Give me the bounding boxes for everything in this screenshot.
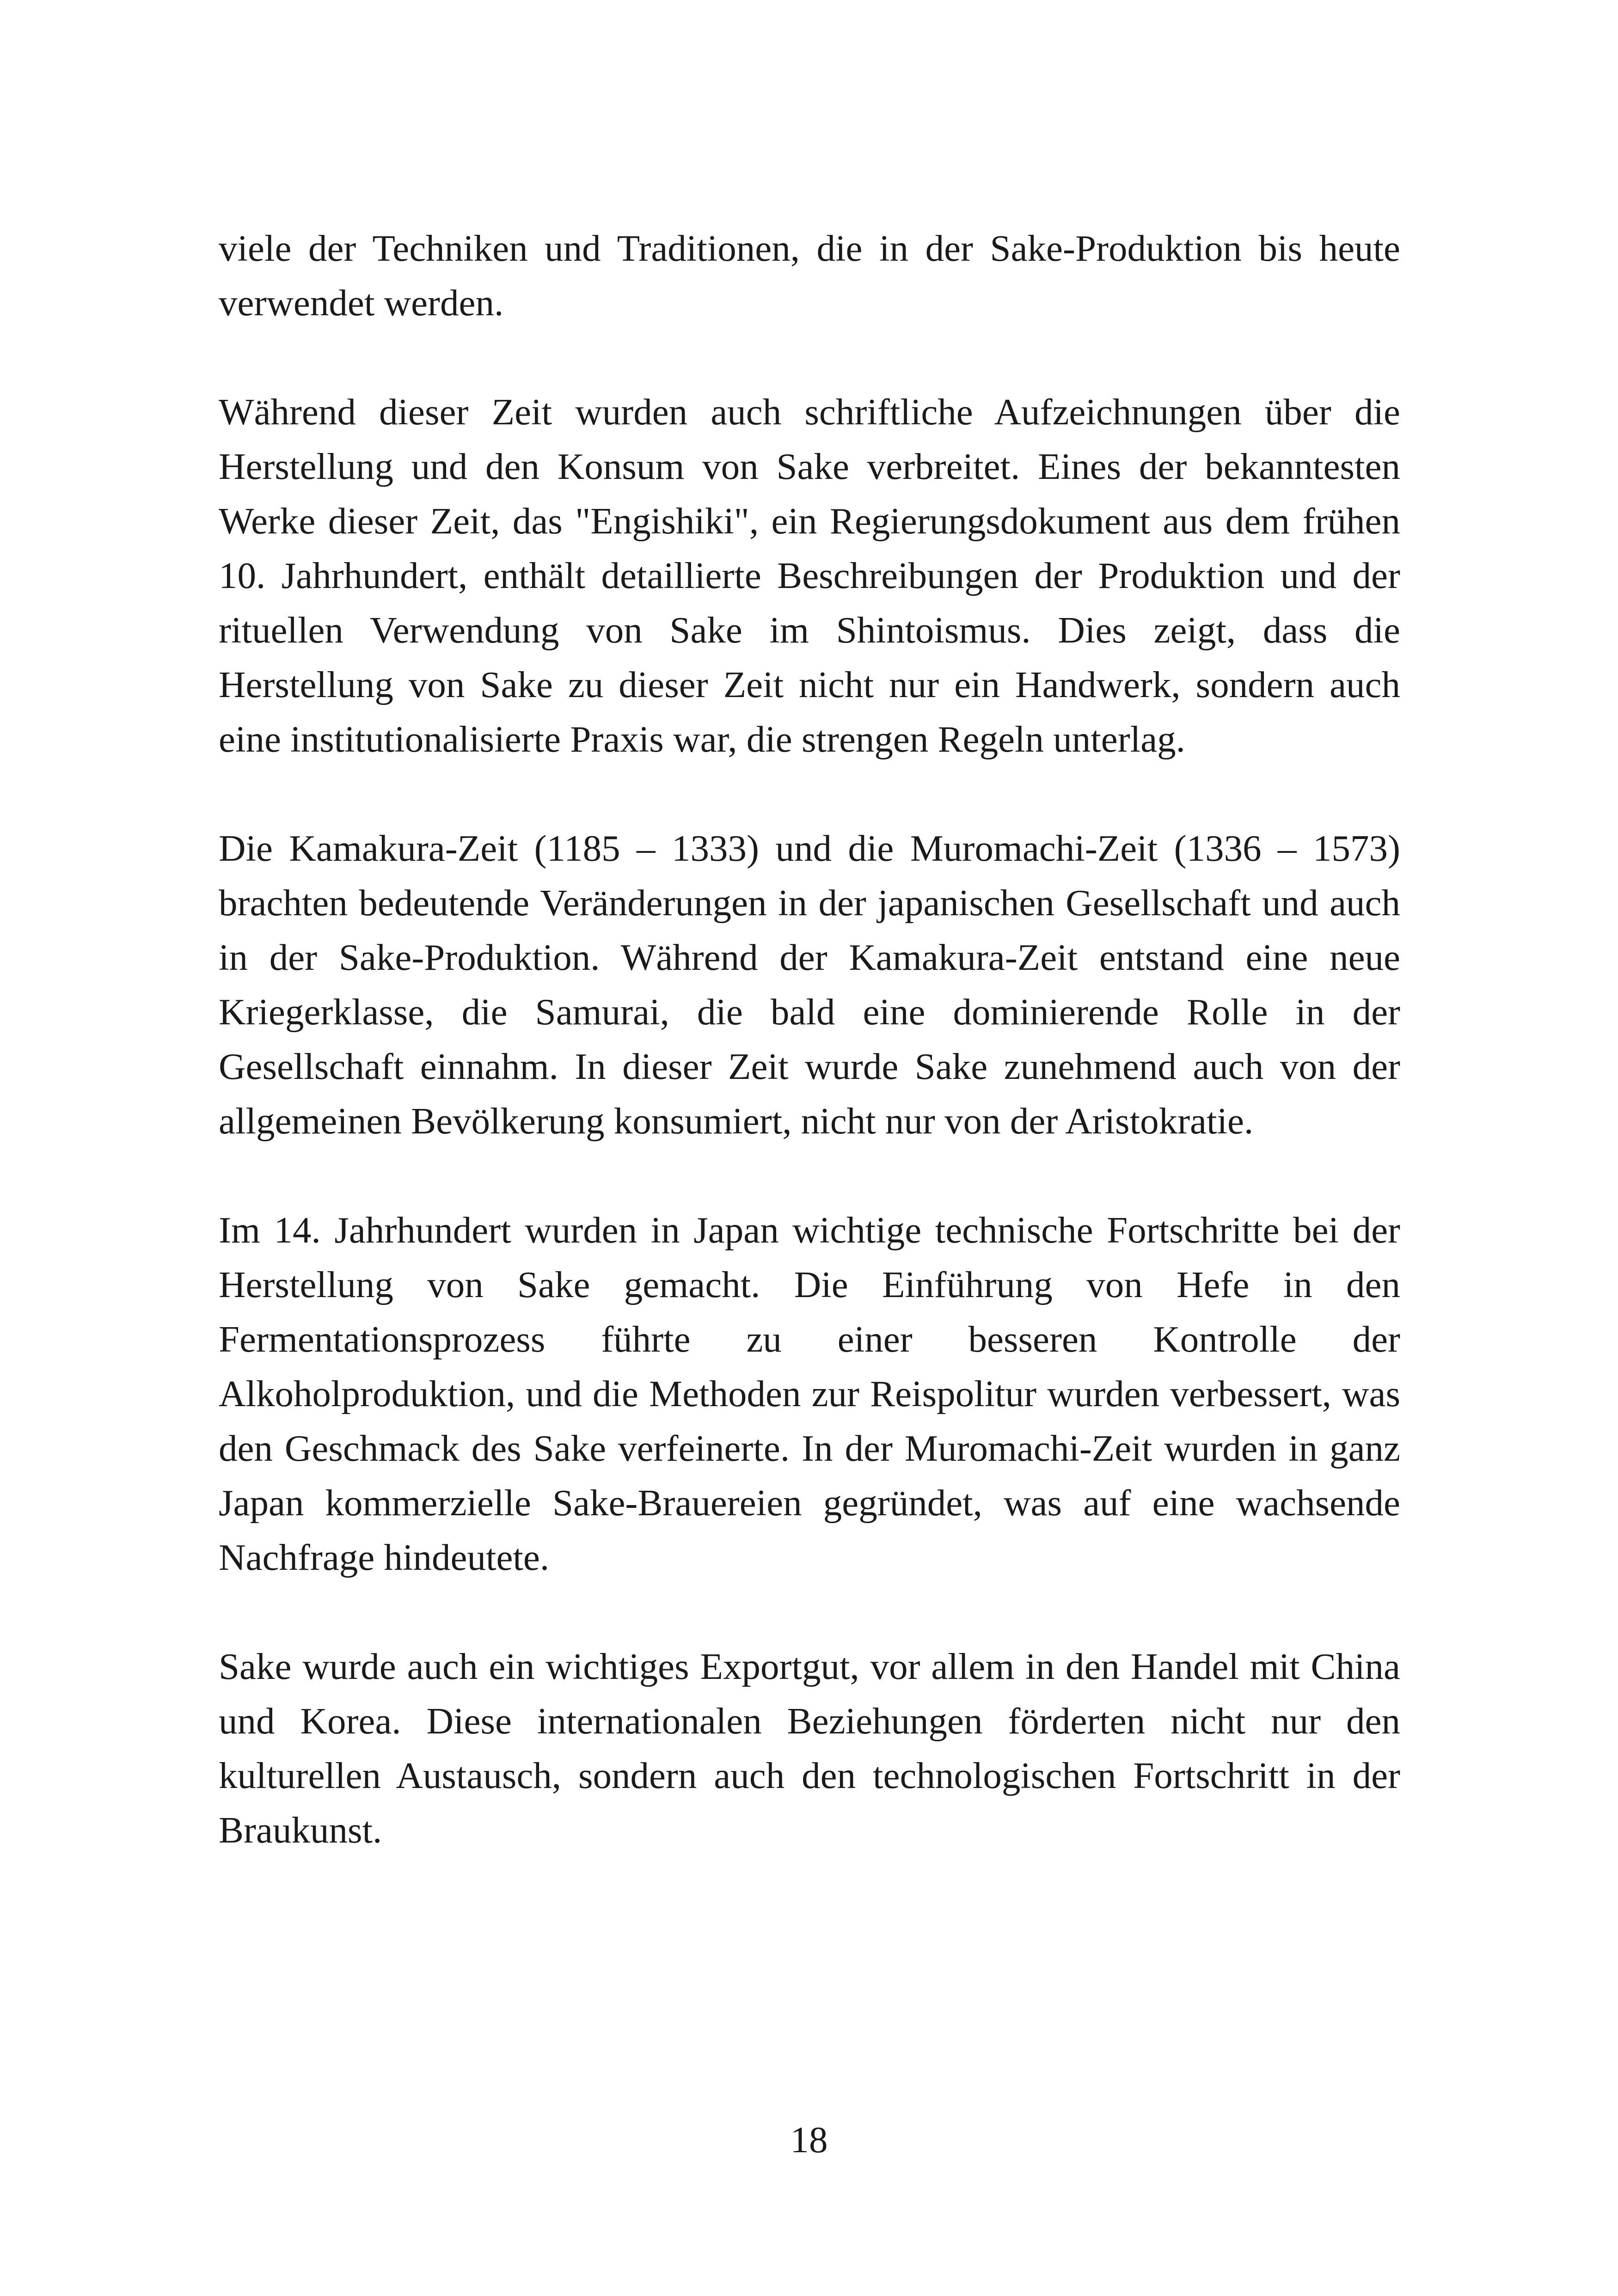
paragraph-1: viele der Techniken und Traditionen, die in der Sake-Produktion bis heute verwendet werden. <box>219 227 1400 324</box>
paragraph-5: Sake wurde auch ein wichtiges Exportgut, vor allem in den Handel mit China und Korea. Diese internationalen Beziehungen förderten nicht nur den kulturellen Austausch, sondern auch den technologischen Fortschritt in der Braukunst. <box>219 1646 1400 1851</box>
paragraph-3: Die Kamakura-Zeit (1185 – 1333) und die Muromachi-Zeit (1336 – 1573) brachten bedeutende Veränderungen in der japanischen Gesellschaft und auch in der Sake-Produktion. Während der Kamakura-Zeit entstand eine neue Kriegerklasse, die Samurai, die bald eine dominierende Rolle in der Gesellschaft einnahm. In dieser Zeit wurde Sake zunehmend auch von der allgemeinen Bevölkerung konsumiert, nicht nur von der Aristokratie. <box>219 827 1400 1142</box>
paragraph-4: Im 14. Jahrhundert wurden in Japan wichtige technische Fortschritte bei der Herstellung von Sake gemacht. Die Einführung von Hefe in den Fermentationsprozess führte zu einer besseren Kontrolle der Alkoholproduktion, und die Methoden zur Reispolitur wurden verbessert, was den Geschmack des Sake verfeinerte. In der Muromachi-Zeit wurden in ganz Japan kommerzielle Sake-Brauereien gegründet, was auf eine wachsende Nachfrage hindeutete. <box>219 1209 1400 1578</box>
page-number: 18 <box>790 2119 828 2161</box>
body-text <box>219 221 1400 1857</box>
paragraph-2: Während dieser Zeit wurden auch schriftliche Aufzeichnungen über die Herstellung und den Konsum von Sake verbreitet. Eines der bekanntesten Werke dieser Zeit, das "Engishiki", ein Regierungsdokument aus dem frühen 10. Jahrhundert, enthält detaillierte Beschreibungen der Produktion und der rituellen Verwendung von Sake im Shintoismus. Dies zeigt, dass die Herstellung von Sake zu dieser Zeit nicht nur ein Handwerk, sondern auch eine institutionalisierte Praxis war, die strengen Regeln unterlag. <box>219 391 1400 760</box>
